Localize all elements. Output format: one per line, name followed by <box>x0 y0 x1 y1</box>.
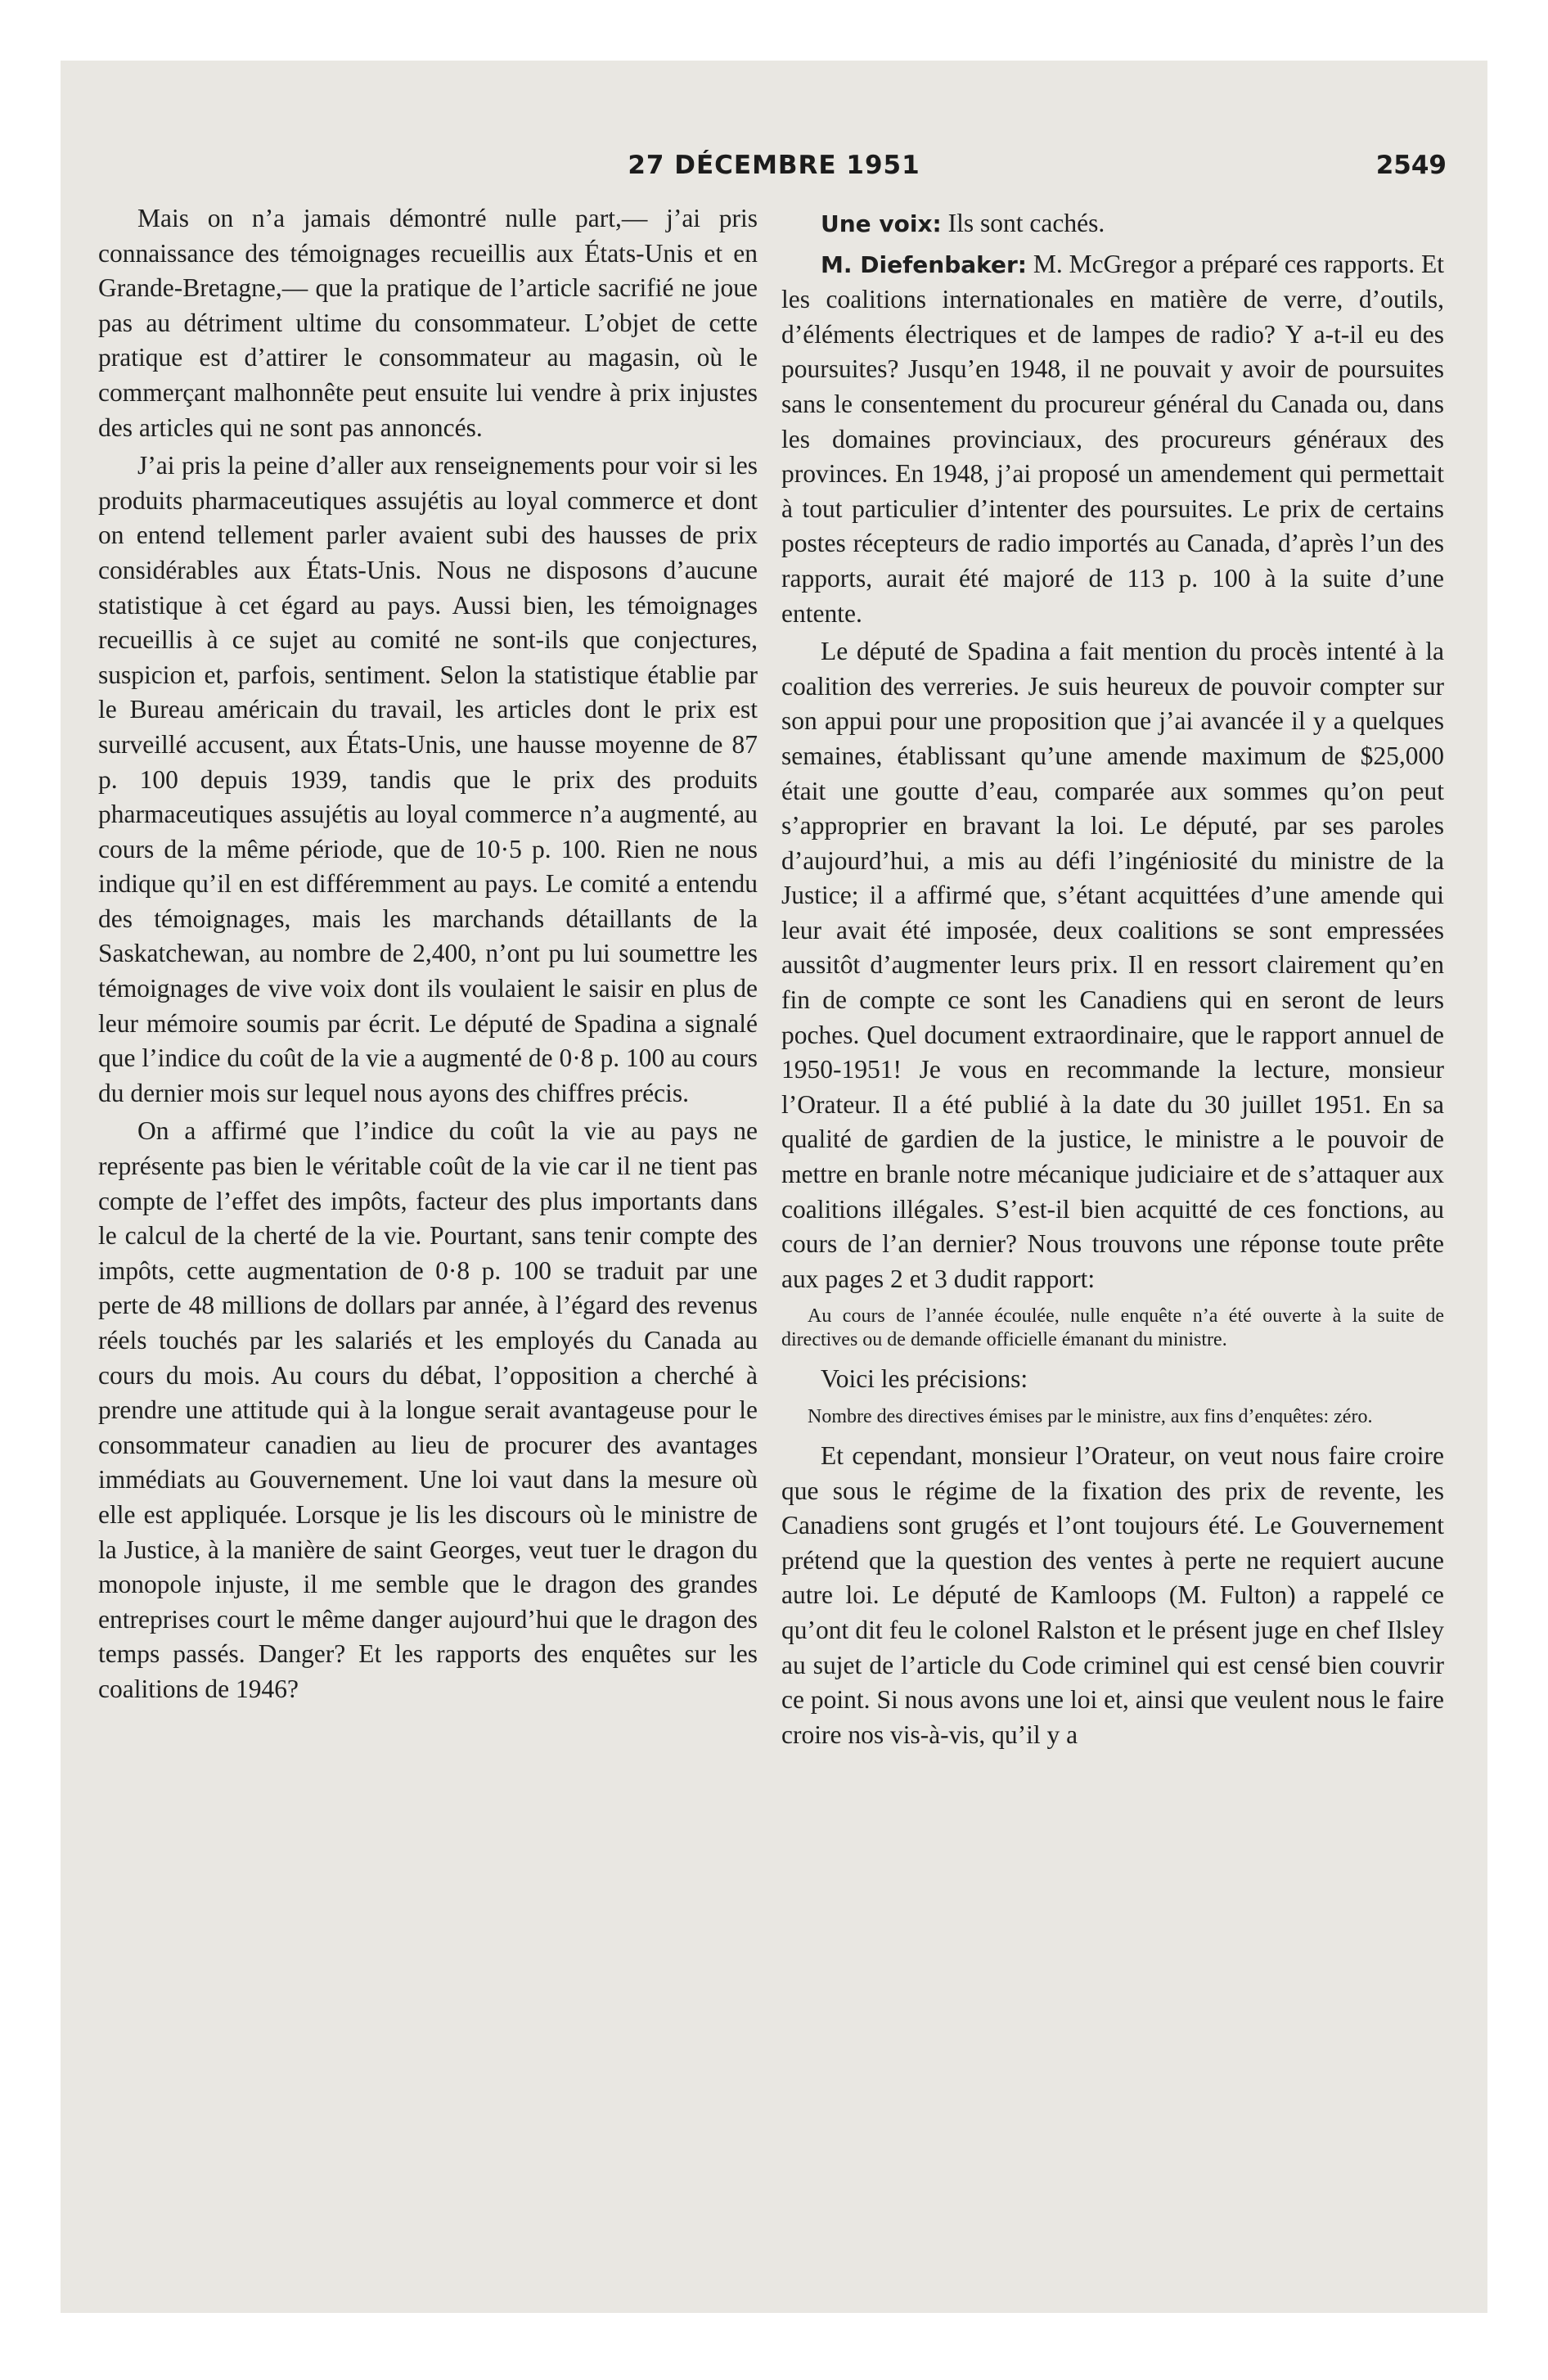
page-header <box>61 151 1487 192</box>
page-date: 27 DÉCEMBRE 1951 <box>628 151 920 180</box>
paragraph-indice-cout-vie: On a affirmé que l’indice du coût la vie au pays ne représente pas bien le véritable coût de la vie car il ne tient pas compte de l’effet des impôts, facteur des plus importants dans le calcul de la cherté de la vie. Pourtant, sans tenir compte des impôts, cette augmentation de 0·8 p. 100 se traduit par une perte de 48 millions de dollars par année, à l’égard des revenus réels touchés par les salariés et les employés du Canada au cours du mois. Au cours du débat, l’opposition a cherché à prendre une attitude qui à la longue serait avantageuse pour le consommateur canadien au lieu de procurer des avantages immédiats au Gouvernement. Une loi vaut dans la mesure où elle est appliquée. Lorsque je lis les discours où le ministre de la Justice, à la manière de saint Georges, veut tuer le dragon du monopole injuste, il me semble que le dragon des grandes entreprises court le même danger aujourd’hui que le dragon des temps passés. Danger? Et les rapports des enquêtes sur les coalitions de 1946? <box>98 1116 758 1703</box>
paragraph-article-sacrifie: Mais on n’a jamais démontré nulle part,— j’ai pris connaissance des témoignages recueillis aux États-Unis et en Grande-Bretagne,— que la pratique de l’article sacrifié ne joue pas au détriment ultime du consommateur. L’objet de cette pratique est d’attirer le consommateur au magasin, où le commerçant malhonnête peut ensuite lui vendre à prix injustes des articles qui ne sont pas annoncés. <box>98 204 758 442</box>
quote-nombre-directives: Nombre des directives émises par le ministre, aux fins d’enquêtes: zéro. <box>808 1406 1373 1427</box>
left-column <box>98 201 758 1711</box>
speech-text: M. McGregor a préparé ces rapports. Et les coalitions internationales en matière de verre, d’outils, d’éléments électriques et de lampes de radio? Y a-t-il eu des poursuites? Jusqu’en 1948, il ne pouvait y avoir de poursuites sans le consentement du procureur général du Canada ou, dans les domaines provinciaux, des procureurs généraux des provinces. En 1948, j’ai proposé un amendement qui permettait à tout particulier d’intenter des poursuites. Le prix de certains postes récepteurs de radio importés au Canada, d’après l’un des rapports, aurait été majoré de 113 p. 100 à la suite d’une entente. <box>781 249 1444 628</box>
page-number: 2549 <box>1375 151 1447 180</box>
scanned-page <box>61 61 1487 2313</box>
speech-diefenbaker <box>781 247 1444 632</box>
quote-rapport-enquete: Au cours de l’année écoulée, nulle enquête n’a été ouverte à la suite de directives ou de demande officielle émanant du ministre. <box>781 1305 1444 1351</box>
paragraph-depute-spadina: Le député de Spadina a fait mention du procès intenté à la coalition des verreries. Je suis heureux de pouvoir compter sur son appui pour une proposition que j’ai avancée il y a quelques semaines, établissant qu’une amende maximum de $25,000 était une goutte d’eau, comparée aux sommes qu’on peut s’approprier en bravant la loi. Le député, par ses paroles d’aujourd’hui, a mis au défi l’ingéniosité du ministre de la Justice; il a affirmé que, s’étant acquittées d’une amende qui leur avait été imposée, deux coalitions se sont empressées aussitôt d’augmenter leurs prix. Il en ressort clairement qu’en fin de compte ce sont les Canadiens qui en seront de leurs poches. Quel document extraordinaire, que le rapport annuel de 1950-1951! Je vous en recommande la lecture, monsieur l’Orateur. Il a été publié à la date du 30 juillet 1951. En sa qualité de gardien de la justice, le ministre a le pouvoir de mettre en branle notre mécanique judiciaire et de s’attaquer aux coalitions illégales. S’est-il bien acquitté de ces fonctions, au cours de l’an dernier? Nous trouvons une réponse toute prête aux pages 2 et 3 dudit rapport: <box>781 637 1444 1293</box>
paragraph-precisions: Voici les précisions: <box>821 1364 1028 1394</box>
right-column <box>781 201 1444 1756</box>
speech-text: Ils sont cachés. <box>947 209 1105 237</box>
speaker-label: M. Diefenbaker: <box>821 250 1027 278</box>
speaker-label: Une voix: <box>821 210 942 237</box>
speech-une-voix <box>781 206 1444 242</box>
paragraph-cependant: Et cependant, monsieur l’Orateur, on veut nous faire croire que sous le régime de la fixation des prix de revente, les Canadiens sont grugés et l’ont toujours été. Le Gouvernement prétend que la question des ventes à perte ne requiert aucune autre loi. Le député de Kamloops (M. Fulton) a rappelé ce qu’ont dit feu le colonel Ralston et le présent juge en chef Ilsley au sujet de l’article du Code criminel qui est censé bien couvrir ce point. Si nous avons une loi et, ainsi que veulent nous le faire croire nos vis-à-vis, qu’il y a <box>781 1441 1444 1749</box>
paragraph-produits-pharmaceutiques: J’ai pris la peine d’aller aux renseignements pour voir si les produits pharmaceutiques assujétis au loyal commerce et dont on entend tellement parler avaient subi des hausses de prix considérables aux États-Unis. Nous ne disposons d’aucune statistique à cet égard au pays. Aussi bien, les témoignages recueillis à ce sujet au comité ne sont-ils que conjectures, suspicion et, parfois, sentiment. Selon la statistique établie par le Bureau américain du travail, les articles dont le prix est surveillé accusent, aux États-Unis, une hausse moyenne de 87 p. 100 depuis 1939, tandis que le prix des produits pharmaceutiques assujétis au loyal commerce n’a augmenté, au cours de la même période, que de 10·5 p. 100. Rien ne nous indique qu’il en est différemment au pays. Le comité a entendu des témoignages, mais les marchands détaillants de la Saskatchewan, au nombre de 2,400, n’ont pu lui soumettre les témoignages de vive voix dont ils voulaient le saisir en plus de leur mémoire soumis par écrit. Le député de Spadina a signalé que l’indice du coût de la vie a augmenté de 0·8 p. 100 au cours du dernier mois sur lequel nous ayons des chiffres précis. <box>98 451 758 1107</box>
